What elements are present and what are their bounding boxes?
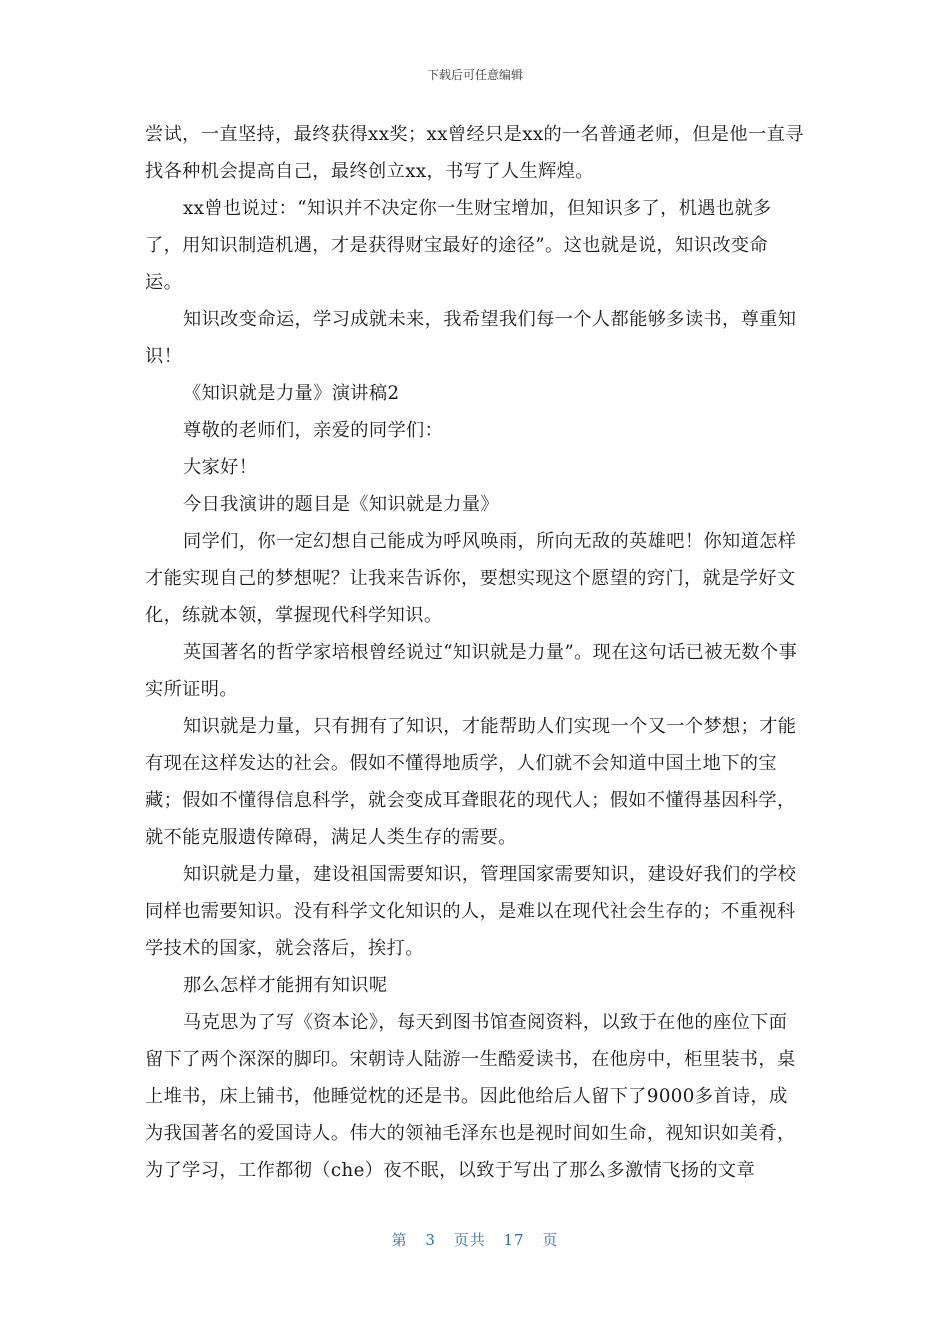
footer-label-end: 页 bbox=[542, 1231, 559, 1249]
greeting: 大家好！ bbox=[183, 457, 258, 478]
document-body bbox=[145, 116, 805, 1189]
section-title: 《知识就是力量》演讲稿2 bbox=[183, 383, 400, 404]
footer-label-of: 页共 bbox=[453, 1231, 486, 1249]
paragraph: 知识就是力量，建设祖国需要知识，管理国家需要知识，建设好我们的学校同样也需要知识。没有科学文化知识的人，是难以在现代社会生存的；不重视科学技术的国家，就会落后，挨打。 bbox=[145, 864, 797, 959]
paragraph: 今日我演讲的题目是《知识就是力量》 bbox=[183, 494, 499, 515]
page-header: 下载后可任意编辑 bbox=[426, 68, 523, 82]
footer-label-page: 第 bbox=[391, 1231, 408, 1249]
paragraph: 英国著名的哲学家培根曾经说过“知识就是力量”。现在这句话已被无数个事实所证明。 bbox=[145, 642, 798, 700]
salutation: 尊敬的老师们，亲爱的同学们： bbox=[183, 420, 444, 441]
paragraph: 知识就是力量，只有拥有了知识，才能帮助人们实现一个又一个梦想；才能有现在这样发达的社会。假如不懂得地质学，人们就不会知道中国土地下的宝藏；假如不懂得信息科学，就会变成耳聋眼花的现代人；假如不懂得基因科学，就不能克服遗传障碍，满足人类生存的需要。 bbox=[145, 716, 797, 848]
paragraph: 马克思为了写《资本论》，每天到图书馆查阅资料，以致于在他的座位下面留下了两个深深的脚印。宋朝诗人陆游一生酷爱读书，在他房中，柜里装书，桌上堆书，床上铺书，他睡觉枕的还是书。因此他给后人留下了9000多首诗，成为我国著名的爱国诗人。伟大的领袖毛泽东也是视时间如生命，视知识如美肴，为了学习，工作都彻（che）夜不眠，以致于写出了那么多激情飞扬的文章 bbox=[145, 1012, 796, 1181]
paragraph: 那么怎样才能拥有知识呢 bbox=[183, 975, 388, 996]
page-footer bbox=[0, 1229, 950, 1250]
paragraph: 知识改变命运，学习成就未来，我希望我们每一个人都能够多读书，尊重知识！ bbox=[145, 309, 797, 367]
footer-total-pages: 17 bbox=[503, 1231, 525, 1249]
footer-current-page: 3 bbox=[425, 1231, 436, 1249]
paragraph: 尝试，一直坚持，最终获得xx奖；xx曾经只是xx的一名普通老师，但是他一直寻找各种机会提高自己，最终创立xx，书写了人生辉煌。 bbox=[145, 124, 804, 182]
paragraph: xx曾也说过：“知识并不决定你一生财宝增加，但知识多了，机遇也就多了，用知识制造机遇，才是获得财宝最好的途径”。这也就是说，知识改变命运。 bbox=[145, 198, 772, 293]
paragraph: 同学们，你一定幻想自己能成为呼风唤雨，所向无敌的英雄吧！你知道怎样才能实现自己的梦想呢？让我来告诉你，要想实现这个愿望的窍门，就是学好文化，练就本领，掌握现代科学知识。 bbox=[145, 531, 797, 626]
